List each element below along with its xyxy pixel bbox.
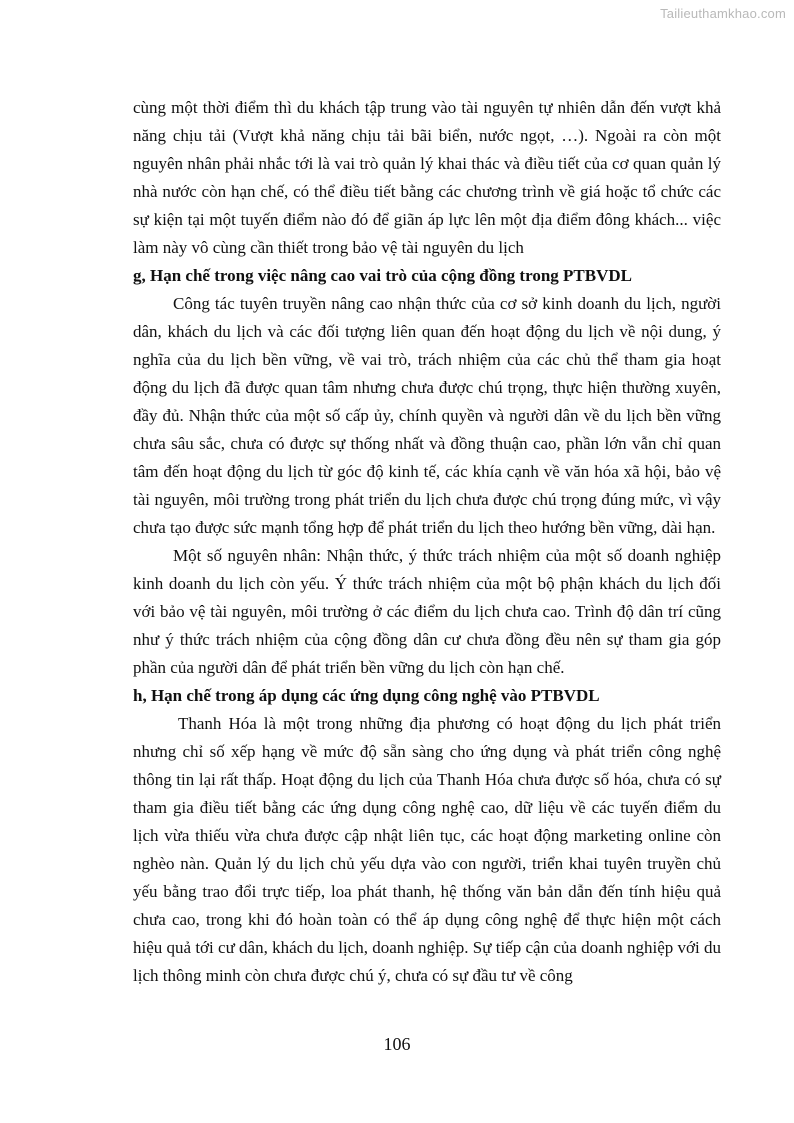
paragraph-awareness: Công tác tuyên truyền nâng cao nhận thức của cơ sở kinh doanh du lịch, người dân, khách du lịch và các đối tượng liên quan đến hoạt động du lịch về nội dung, ý nghĩa của du lịch bền vững, về vai trò, trách nhiệm của các chủ thể tham gia hoạt động du lịch đã được quan tâm nhưng chưa được chú trọng, thực hiện thường xuyên, đầy đủ. Nhận thức của một số cấp ủy, chính quyền và người dân về du lịch bền vững chưa sâu sắc, chưa có được sự thống nhất và đồng thuận cao, phần lớn vẫn chỉ quan tâm đến hoạt động du lịch từ góc độ kinh tế, các khía cạnh về văn hóa xã hội, bảo vệ tài nguyên, môi trường trong phát triển du lịch chưa được chú trọng đúng mức, vì vậy chưa tạo được sức mạnh tổng hợp để phát triển du lịch theo hướng bền vững, dài hạn. [133, 294, 721, 537]
section-heading-g: g, Hạn chế trong việc nâng cao vai trò của cộng đồng trong PTBVDL [133, 266, 632, 285]
paragraph-causes: Một số nguyên nhân: Nhận thức, ý thức trách nhiệm của một số doanh nghiệp kinh doanh du lịch còn yếu. Ý thức trách nhiệm của một bộ phận khách du lịch đối với bảo vệ tài nguyên, môi trường ở các điểm du lịch chưa cao. Trình độ dân trí cũng như ý thức trách nhiệm của cộng đồng dân cư chưa đồng đều nên sự tham gia góp phần của người dân để phát triển bền vững du lịch còn hạn chế. [133, 546, 721, 677]
watermark: Tailieuthamkhao.com [660, 6, 786, 21]
paragraph-technology: Thanh Hóa là một trong những địa phương có hoạt động du lịch phát triển nhưng chỉ số xếp hạng về mức độ sẵn sàng cho ứng dụng và phát triển công nghệ thông tin lại rất thấp. Hoạt động du lịch của Thanh Hóa chưa được số hóa, chưa có sự tham gia điều tiết bằng các ứng dụng công nghệ cao, dữ liệu về các tuyến điểm du lịch vừa thiếu vừa chưa được cập nhật liên tục, các hoạt động marketing online còn nghèo nàn. Quản lý du lịch chủ yếu dựa vào con người, triển khai tuyên truyền chủ yếu bằng trao đổi trực tiếp, loa phát thanh, hệ thống văn bản dẫn đến tính hiệu quả chưa cao, trong khi đó hoàn toàn có thể áp dụng công nghệ để thực hiện một cách hiệu quả tới cư dân, khách du lịch, doanh nghiệp. Sự tiếp cận của doanh nghiệp với du lịch thông minh còn chưa được chú ý, chưa có sự đầu tư về công [133, 714, 721, 985]
paragraph-continuation: cùng một thời điểm thì du khách tập trung vào tài nguyên tự nhiên dẫn đến vượt khả năng chịu tải (Vượt khả năng chịu tải bãi biển, nước ngọt, …). Ngoài ra còn một nguyên nhân phải nhắc tới là vai trò quản lý khai thác và điều tiết của cơ quan quản lý nhà nước còn hạn chế, có thể điều tiết bằng các chương trình về giá hoặc tổ chức các sự kiện tại một tuyến điểm nào đó để giãn áp lực lên một địa điểm đông khách... việc làm này vô cùng cần thiết trong bảo vệ tài nguyên du lịch [133, 98, 721, 257]
section-heading-h: h, Hạn chế trong áp dụng các ứng dụng công nghệ vào PTBVDL [133, 686, 600, 705]
page-number: 106 [383, 1034, 411, 1054]
document-body [133, 94, 721, 990]
